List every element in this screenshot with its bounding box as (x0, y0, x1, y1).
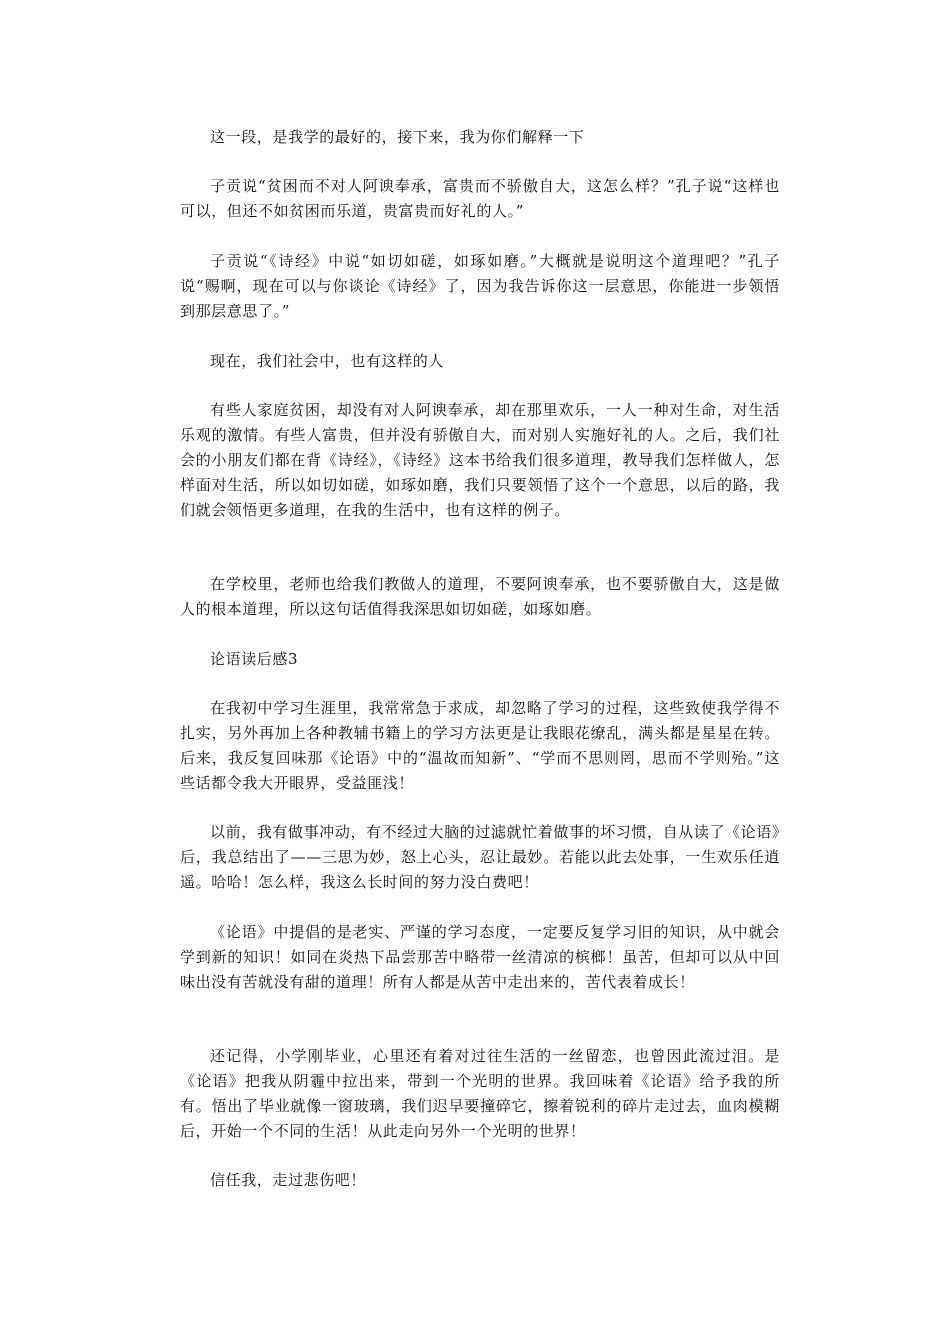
section-heading: 论语读后感3 (210, 650, 299, 668)
paragraph-zigong-question: 子贡说“贫困而不对人阿谀奉承，富贵而不骄傲自大，这怎么样？”孔子说“这样也可以，但还不如贫困而乐道，贵富贵而好礼的人。” (180, 177, 780, 220)
paragraph-impulse: 以前，我有做事冲动，有不经过大脑的过滤就忙着做事的坏习惯，自从读了《论语》后，我总结出了——三思为妙，怒上心头，忍让最妙。若能以此去处事，一生欢乐任逍遥。哈哈！怎么样，我这么长时间的努力没白费吧！ (180, 823, 780, 891)
paragraph-graduation: 还记得，小学刚毕业，心里还有着对过往生活的一丝留恋，也曾因此流过泪。是《论语》把我从阴霾中拉出来，带到一个光明的世界。我回味着《论语》给予我的所有。悟出了毕业就像一窗玻璃，我们迟早要撞碎它，擦着锐利的碎片走过去，血肉模糊后，开始一个不同的生活！从此走向另外一个光明的世界！ (180, 1047, 780, 1140)
paragraph-attitude: 《论语》中提倡的是老实、严谨的学习态度，一定要反复学习旧的知识，从中就会学到新的知识！如同在炎热下品尝那苦中略带一丝清凉的槟榔！虽苦，但却可以从中回味出没有苦就没有甜的道理！所有人都是从苦中走出来的，苦代表着成长！ (180, 923, 780, 991)
paragraph-shijing-quote: 子贡说“《诗经》中说“如切如磋，如琢如磨。”大概就是说明这个道理吧？”孔子说“赐啊，现在可以与你谈论《诗经》了，因为我告诉你这一层意思，你能进一步领悟到那层意思了。” (180, 252, 780, 320)
paragraph-middle-school: 在我初中学习生涯里，我常常急于求成，却忽略了学习的过程，这些致使我学得不扎实，另外再加上各种教辅书籍上的学习方法更是让我眼花缭乱，满头都是星星在转。后来，我反复回味那《论语》中的“温故而知新”、“学而不思则罔，思而不学则殆。”这些话都令我大开眼界，受益匪浅！ (180, 699, 780, 792)
paragraph-society: 现在，我们社会中，也有这样的人 (210, 352, 445, 370)
paragraph-examples: 有些人家庭贫困，却没有对人阿谀奉承，却在那里欢乐，一人一种对生命，对生活乐观的激情。有些人富贵，但并没有骄傲自大，而对别人实施好礼的人。之后，我们社会的小朋友们都在背《诗经》，《诗经》这本书给我们很多道理，教导我们怎样做人，怎样面对生活，所以如切如磋，如琢如磨，我们只要领悟了这个一个意思，以后的路，我们就会领悟更多道理，在我的生活中，也有这样的例子。 (180, 401, 780, 519)
paragraph-closing: 信任我，走过悲伤吧！ (210, 1171, 367, 1189)
paragraph-intro: 这一段，是我学的最好的，接下来，我为你们解释一下 (210, 128, 585, 146)
paragraph-school: 在学校里，老师也给我们教做人的道理，不要阿谀奉承，也不要骄傲自大，这是做人的根本道理，所以这句话值得我深思如切如磋，如琢如磨。 (180, 575, 780, 618)
